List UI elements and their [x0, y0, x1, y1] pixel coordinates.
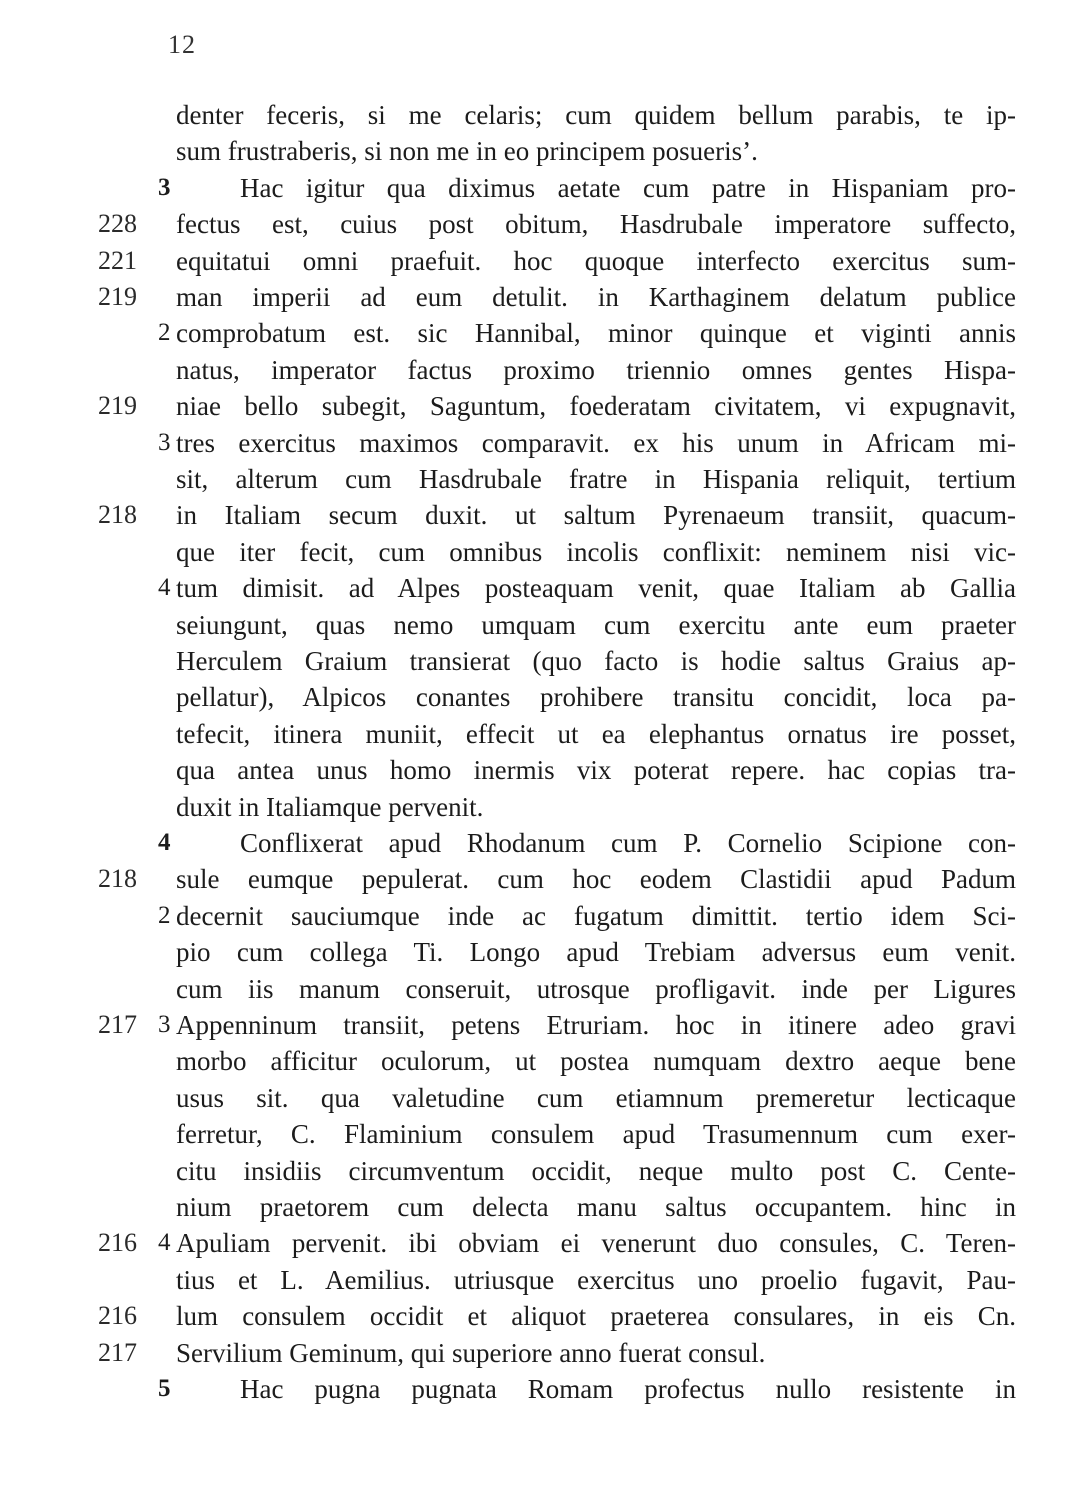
chapter-number: 3	[158, 173, 171, 201]
line-text: sum frustraberis, si non me in eo principem posueris’.	[176, 136, 758, 167]
text-line	[0, 1187, 1089, 1227]
line-text: cum iis manum conseruit, utrosque profligavit. inde per Ligures	[176, 973, 1016, 1004]
text-line	[0, 241, 1089, 281]
text-line	[0, 277, 1089, 317]
margin-year: 228	[98, 209, 137, 239]
text-line	[0, 1223, 1089, 1263]
line-text: que iter fecit, cum omnibus incolis conflixit: neminem nisi vic-	[176, 536, 1016, 567]
text-line	[0, 932, 1089, 972]
line-text: Hac igitur qua diximus aetate cum patre in Hispaniam pro-	[240, 172, 1016, 203]
text-line	[0, 532, 1089, 572]
margin-year: 217	[98, 1337, 137, 1367]
section-number: 4	[158, 574, 171, 602]
line-text: natus, imperator factus proximo triennio omnes gentes Hispa-	[176, 354, 1016, 385]
line-text: equitatui omni praefuit. hoc quoque interfecto exercitus sum-	[176, 245, 1016, 276]
text-line	[0, 204, 1089, 244]
line-text: Conflixerat apud Rhodanum cum P. Cornelio Scipione con-	[240, 828, 1016, 858]
line-text: ferretur, C. Flaminium consulem apud Trasumennum cum exer-	[176, 1119, 1016, 1150]
line-text: in Italiam secum duxit. ut saltum Pyrenaeum transiit, quacum-	[176, 500, 1016, 531]
line-text: niae bello subegit, Saguntum, foederatam civitatem, vi expugnavit,	[176, 391, 1016, 422]
text-line	[0, 605, 1089, 645]
margin-year: 221	[98, 245, 137, 275]
line-text: Appenninum transiit, petens Etruriam. hoc in itinere adeo gravi	[176, 1010, 1016, 1040]
line-text: Servilium Geminum, qui superiore anno fuerat consul.	[176, 1337, 766, 1368]
text-line	[0, 1296, 1089, 1336]
text-line	[0, 714, 1089, 754]
margin-year: 216	[98, 1301, 137, 1331]
line-text: sit, alterum cum Hasdrubale fratre in Hispania reliquit, tertium	[176, 464, 1016, 494]
line-text: tum dimisit. ad Alpes posteaquam venit, quae Italiam ab Gallia	[176, 573, 1016, 604]
line-text: qua antea unus homo inermis vix poterat repere. hac copias tra-	[176, 755, 1016, 786]
text-line	[0, 1333, 1089, 1373]
text-line	[0, 1369, 1089, 1409]
line-text: lum consulem occidit et aliquot praeterea consulares, in eis Cn.	[176, 1301, 1016, 1332]
margin-year: 219	[98, 391, 137, 421]
text-line	[0, 896, 1089, 936]
margin-year: 218	[98, 864, 137, 894]
line-text: duxit in Italiamque pervenit.	[176, 791, 484, 822]
line-text: tius et L. Aemilius. utriusque exercitus uno proelio fugavit, Pau-	[176, 1264, 1016, 1295]
chapter-number: 5	[158, 1375, 171, 1402]
margin-year: 218	[98, 500, 137, 530]
text-line	[0, 1041, 1089, 1081]
line-text: Hac pugna pugnata Romam profectus nullo resistente in	[240, 1374, 1016, 1404]
text-line	[0, 859, 1089, 899]
line-text: denter feceris, si me celaris; cum quidem bellum parabis, te ip-	[176, 100, 1016, 130]
section-number: 4	[158, 1229, 171, 1257]
text-line	[0, 969, 1089, 1009]
line-text: citu insidiis circumventum occidit, neque multo post C. Cente-	[176, 1155, 1016, 1186]
text-line	[0, 313, 1089, 353]
line-text: man imperii ad eum detulit. in Karthaginem delatum publice	[176, 282, 1016, 312]
page-number: 12	[168, 30, 196, 59]
section-number: 2	[158, 319, 171, 347]
text-line	[0, 641, 1089, 681]
line-text: comprobatum est. sic Hannibal, minor quinque et viginti annis	[176, 318, 1016, 349]
line-text: Herculem Graium transierat (quo facto is hodie saltus Graius ap-	[176, 646, 1016, 676]
line-text: morbo afficitur oculorum, ut postea numquam dextro aeque bene	[176, 1046, 1016, 1077]
text-line	[0, 750, 1089, 790]
text-line	[0, 823, 1089, 863]
line-text: Apuliam pervenit. ibi obviam ei venerunt duo consules, C. Teren-	[176, 1228, 1016, 1259]
text-line	[0, 495, 1089, 535]
text-line	[0, 1260, 1089, 1300]
line-text: tres exercitus maximos comparavit. ex his unum in Africam mi-	[176, 427, 1016, 458]
text-line	[0, 168, 1089, 208]
text-line	[0, 568, 1089, 608]
line-text: pellatur), Alpicos conantes prohibere transitu concidit, loca pa-	[176, 682, 1016, 713]
text-line	[0, 787, 1089, 827]
line-text: sule eumque pepulerat. cum hoc eodem Clastidii apud Padum	[176, 864, 1016, 895]
margin-year: 219	[98, 282, 137, 311]
text-line	[0, 386, 1089, 426]
line-text: decernit sauciumque inde ac fugatum dimittit. tertio idem Sci-	[176, 900, 1016, 931]
line-text: pio cum collega Ti. Longo apud Trebiam adversus eum venit.	[176, 937, 1016, 968]
text-line	[0, 350, 1089, 390]
text-line	[0, 677, 1089, 717]
section-number: 2	[158, 901, 171, 929]
text-line	[0, 423, 1089, 463]
line-text: fectus est, cuius post obitum, Hasdrubale imperatore suffecto,	[176, 209, 1016, 240]
line-text: tefecit, itinera muniit, effecit ut ea elephantus ornatus ire posset,	[176, 718, 1016, 749]
margin-year: 216	[98, 1228, 137, 1258]
text-line	[0, 1005, 1089, 1045]
text-line	[0, 95, 1089, 135]
text-line	[0, 1151, 1089, 1191]
text-line	[0, 1078, 1089, 1118]
text-line	[0, 131, 1089, 171]
section-number: 3	[158, 428, 171, 456]
text-line	[0, 1114, 1089, 1154]
section-number: 3	[158, 1011, 171, 1038]
line-text: nium praetorem cum delecta manu saltus occupantem. hinc in	[176, 1192, 1016, 1222]
margin-year: 217	[98, 1010, 137, 1039]
line-text: usus sit. qua valetudine cum etiamnum premeretur lecticaque	[176, 1082, 1016, 1113]
line-text: seiungunt, quas nemo umquam cum exercitu ante eum praeter	[176, 609, 1016, 640]
text-line	[0, 459, 1089, 499]
chapter-number: 4	[158, 829, 171, 856]
